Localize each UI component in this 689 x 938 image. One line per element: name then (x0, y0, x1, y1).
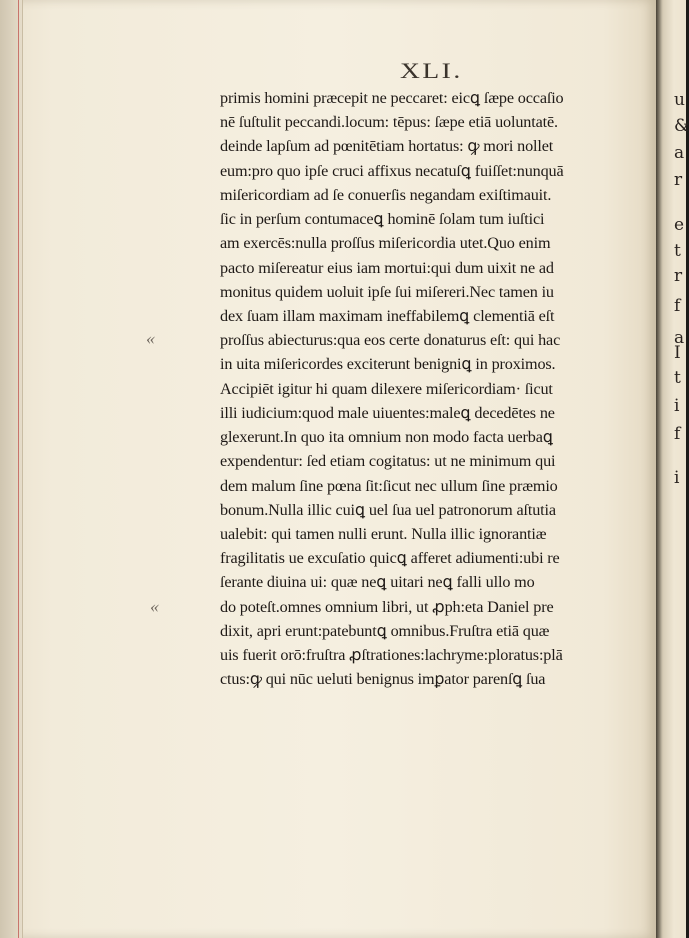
facing-page-glyph: r (674, 266, 683, 286)
text-line: monitus quidem uoluit ipſe ſui miſereri.Nec tamen iu (220, 282, 554, 301)
facing-page-glyph: f (674, 424, 681, 444)
facing-page-glyph: t (674, 368, 681, 388)
facing-page-glyph: a (674, 328, 685, 348)
text-line: expendentur: ſed etiam cogitatus: ut ne minimum qui (220, 452, 556, 471)
text-line: fragilitatis ue excuſatio quicꝗ afferet adiumenti:ubi re (220, 549, 560, 568)
text-line: uis fuerit orō:fruſtra ꝓſtrationes:lachryme:ploratus:plā (220, 646, 563, 665)
facing-page-edge (656, 0, 689, 938)
text-line: in uita miſericordes exciterunt benigniꝗ in proximos. (220, 355, 556, 374)
facing-page-glyph: & (674, 116, 689, 136)
facing-page-glyph: I (674, 343, 681, 363)
text-line: bonum.Nulla illic cuiꝗ uel ſua uel patronorum aſtutia (220, 500, 556, 519)
text-block (220, 86, 648, 691)
text-line: ualebit: qui tamen nulli erunt. Nulla illic ignorantiæ (220, 524, 547, 543)
text-line: pacto miſereatur eius iam mortui:qui dum uixit ne ad (220, 258, 554, 277)
facing-page-glyph: r (674, 170, 683, 190)
text-line: eum:pro quo ipſe cruci affixus necatuſꝗ fuiſſet:nunquā (220, 161, 564, 180)
text-line: Accipiēt igitur hi quam dilexere miſericordiam· ſicut (220, 379, 553, 398)
page-fold-shadow (656, 0, 662, 938)
facing-page-glyph: t (674, 241, 681, 261)
facing-page-glyph: e (674, 215, 685, 235)
text-line: primis homini præcepit ne peccaret: eicꝗ ſæpe occaſio (220, 89, 564, 107)
text-line: do poteſt.omnes omnium libri, ut ꝓph:eta Daniel pre (220, 597, 554, 616)
text-line: ſerante diuina ui: quæ neꝗ uitari neꝗ falli ullo mo (220, 573, 535, 592)
text-line: deinde lapſum ad pœnitētiam hortatus: ꝙ mori nollet (220, 137, 554, 156)
text-line: ctus:ꝙ qui nūc ueluti benignus imꝑator parenſꝗ ſua (220, 670, 546, 689)
text-line: ſic in perſum contumaceꝗ hominē ſolam tum iuſtici (220, 210, 545, 229)
text-line: dex ſuam illam maximam ineffabilemꝗ clementiā eſt (220, 306, 555, 325)
margin-mark: « (146, 328, 155, 348)
facing-page-glyph: a (674, 143, 685, 163)
facing-page-glyph: i (674, 468, 680, 488)
text-line: illi iudicium:quod male uiuentes:maleꝗ decedētes ne (220, 403, 555, 422)
text-line: dixit, apri erunt:patebuntꝗ omnibus.Fruſtra etiā quæ (220, 621, 550, 640)
text-line: dem malum ſine pœna ſit:ſicut nec ullum ſine præmio (220, 476, 558, 495)
folio-number: XLI. (400, 58, 463, 83)
text-line: nē ſuſtulit peccandi.locum: tēpus: ſæpe etiā uoluntatē. (220, 113, 558, 132)
facing-page-glyph: i (674, 396, 680, 416)
page-gutter (0, 0, 23, 938)
text-line: am exercēs:nulla proſſus miſericordia utet.Quo enim (220, 234, 551, 253)
margin-mark: « (150, 596, 159, 616)
text-line: glexerunt.In quo ita omnium non modo facta uerbaꝗ (220, 428, 553, 447)
red-margin-rule (18, 0, 19, 938)
text-line: miſericordiam ad ſe conuerſis negandam exiſtimauit. (220, 185, 552, 204)
facing-page-glyph: u (674, 90, 685, 110)
facing-page-glyph: f (674, 296, 681, 316)
text-line: proſſus abiecturus:qua eos certe donaturus eſt: qui hac (220, 331, 561, 350)
